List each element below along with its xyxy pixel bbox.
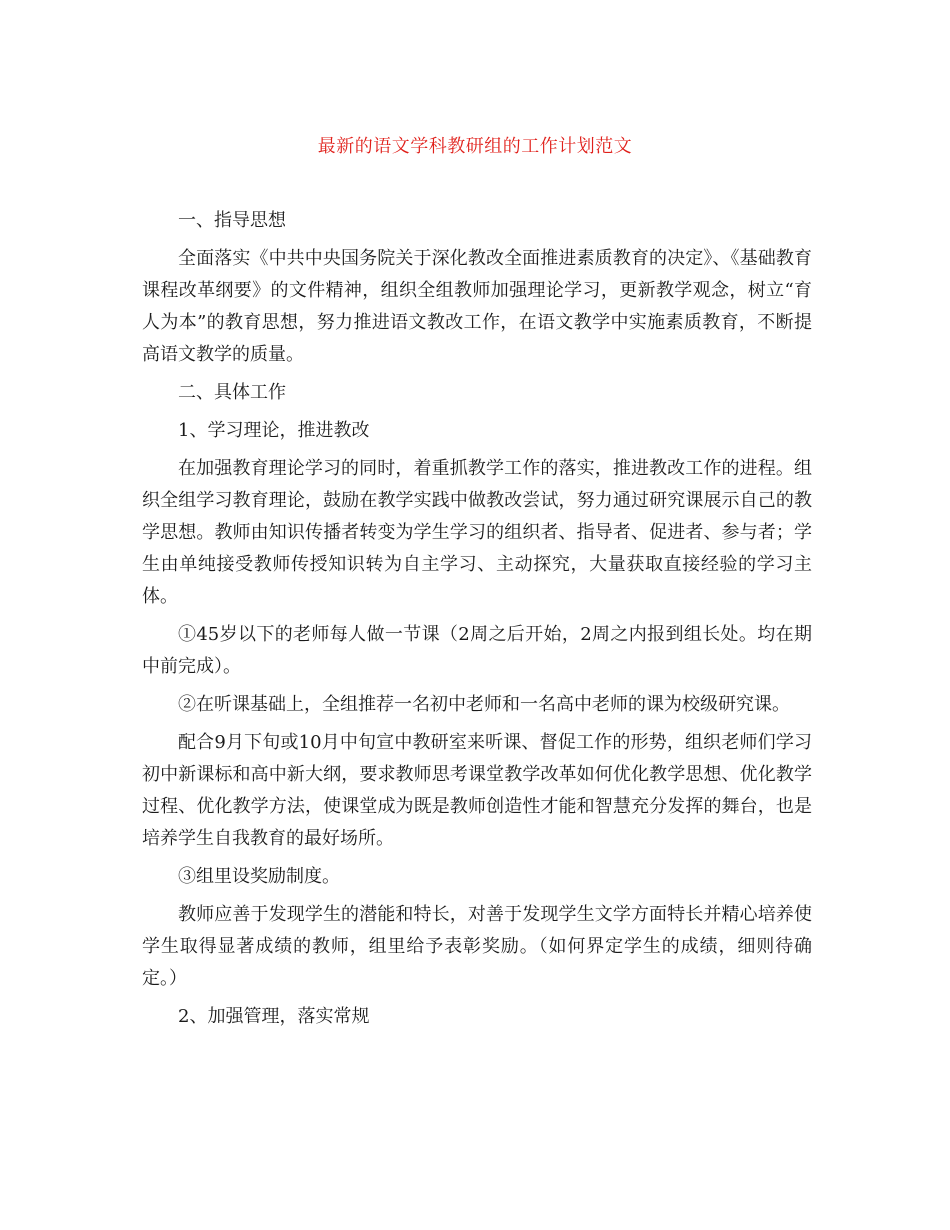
paragraph: 配合9月下旬或10月中旬宣中教研室来听课、督促工作的形势，组织老师们学习初中新课标和高中新大纲，要求教师思考课堂教学改革如何优化教学思想、优化教学过程、优化教学方法，使课堂成为既是教师创造性才能和智慧充分发挥的舞台，也是培养学生自我教育的最好场所。 <box>142 732 812 849</box>
paragraph: 全面落实《中共中央国务院关于深化教改全面推进素质教育的决定》、《基础教育课程改革纲要》的文件精神，组织全组教师加强理论学习，更新教学观念，树立“育人为本”的教育思想，努力推进语文教改工作，在语文教学中实施素质教育，不断提高语文教学的质量。 <box>142 248 812 365</box>
document-body <box>142 205 812 1039</box>
paragraph: 在加强教育理论学习的同时，着重抓教学工作的落实，推进教改工作的进程。组织全组学习教育理论，鼓励在教学实践中做教改尝试，努力通过研究课展示自己的教学思想。教师由知识传播者转变为学生学习的组织者、指导者、促进者、参与者；学生由单纯接受教师传授知识转为自主学习、主动探究，大量获取直接经验的学习主体。 <box>142 458 812 607</box>
section-heading-guiding-ideology: 一、指导思想 <box>178 210 286 231</box>
list-item: ②在听课基础上，全组推荐一名初中老师和一名高中老师的课为校级研究课。 <box>178 694 790 715</box>
section-heading-specific-work: 二、具体工作 <box>178 382 286 403</box>
list-item: ①45岁以下的老师每人做一节课（2周之后开始，2周之内报到组长处。均在期中前完成）。 <box>142 624 812 677</box>
list-item: ③组里设奖励制度。 <box>178 866 340 887</box>
paragraph: 教师应善于发现学生的潜能和特长，对善于发现学生文学方面特长并精心培养使学生取得显著成绩的教师，组里给予表彰奖励。（如何界定学生的成绩，细则待确定。） <box>142 904 812 989</box>
subsection-heading: 2、加强管理，落实常规 <box>178 1006 370 1027</box>
subsection-heading: 1、学习理论，推进教改 <box>178 420 370 441</box>
document-title: 最新的语文学科教研组的工作计划范文 <box>317 136 633 157</box>
